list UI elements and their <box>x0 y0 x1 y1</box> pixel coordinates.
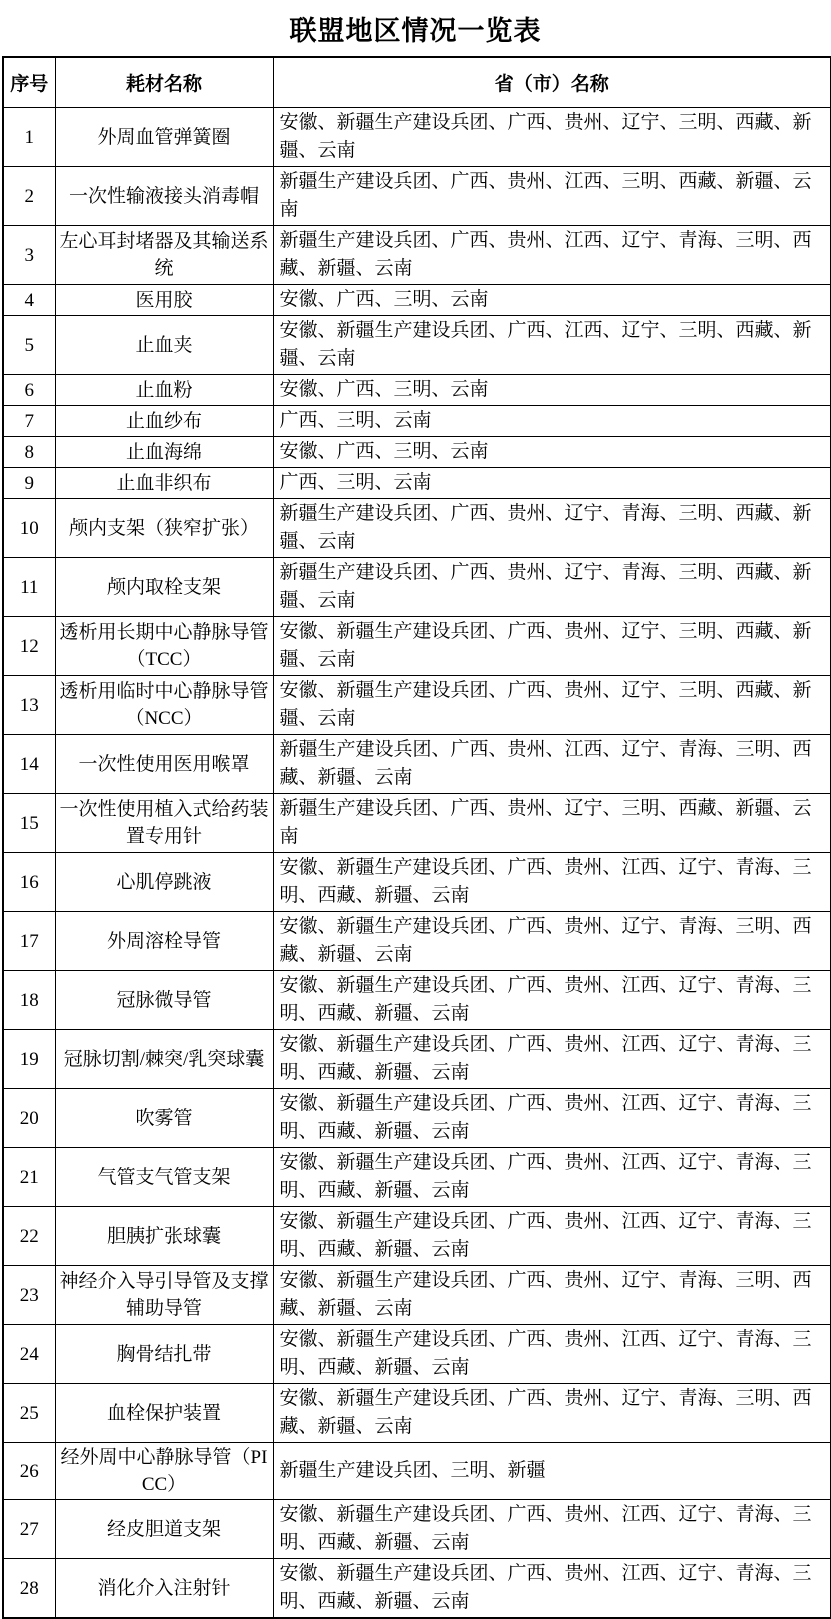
table-row <box>3 468 831 499</box>
header-province-name: 省（市）名称 <box>273 57 831 108</box>
row-serial-number: 19 <box>3 1030 55 1089</box>
row-province-list: 安徽、新疆生产建设兵团、广西、贵州、辽宁、青海、三明、西藏、新疆、云南 <box>273 1266 831 1325</box>
table-row <box>3 1030 831 1089</box>
row-consumable-name: 止血粉 <box>55 375 273 406</box>
row-consumable-name: 左心耳封堵器及其输送系统 <box>55 226 273 285</box>
row-province-list: 安徽、新疆生产建设兵团、广西、贵州、江西、辽宁、青海、三明、西藏、新疆、云南 <box>273 1089 831 1148</box>
row-consumable-name: 冠脉切割/棘突/乳突球囊 <box>55 1030 273 1089</box>
row-serial-number: 28 <box>3 1559 55 1619</box>
row-serial-number: 25 <box>3 1384 55 1443</box>
table-row <box>3 167 831 226</box>
row-province-list: 安徽、新疆生产建设兵团、广西、贵州、辽宁、青海、三明、西藏、新疆、云南 <box>273 912 831 971</box>
table-row <box>3 617 831 676</box>
table-row <box>3 1559 831 1619</box>
row-consumable-name: 经皮胆道支架 <box>55 1500 273 1559</box>
row-province-list: 安徽、广西、三明、云南 <box>273 437 831 468</box>
row-consumable-name: 一次性使用医用喉罩 <box>55 735 273 794</box>
row-serial-number: 3 <box>3 226 55 285</box>
row-consumable-name: 止血纱布 <box>55 406 273 437</box>
table-row <box>3 735 831 794</box>
row-consumable-name: 一次性使用植入式给药装置专用针 <box>55 794 273 853</box>
row-consumable-name: 胸骨结扎带 <box>55 1325 273 1384</box>
row-serial-number: 27 <box>3 1500 55 1559</box>
row-province-list: 安徽、广西、三明、云南 <box>273 375 831 406</box>
row-consumable-name: 吹雾管 <box>55 1089 273 1148</box>
table-row <box>3 499 831 558</box>
row-serial-number: 2 <box>3 167 55 226</box>
row-province-list: 安徽、新疆生产建设兵团、广西、贵州、江西、辽宁、青海、三明、西藏、新疆、云南 <box>273 853 831 912</box>
row-consumable-name: 止血海绵 <box>55 437 273 468</box>
table-row <box>3 437 831 468</box>
row-serial-number: 11 <box>3 558 55 617</box>
row-province-list: 安徽、广西、三明、云南 <box>273 285 831 316</box>
row-consumable-name: 血栓保护装置 <box>55 1384 273 1443</box>
alliance-region-table <box>2 56 831 1619</box>
table-row <box>3 971 831 1030</box>
row-province-list: 安徽、新疆生产建设兵团、广西、贵州、辽宁、三明、西藏、新疆、云南 <box>273 676 831 735</box>
row-province-list: 新疆生产建设兵团、广西、贵州、辽宁、三明、西藏、新疆、云南 <box>273 794 831 853</box>
table-row <box>3 226 831 285</box>
row-province-list: 广西、三明、云南 <box>273 468 831 499</box>
row-serial-number: 18 <box>3 971 55 1030</box>
row-serial-number: 6 <box>3 375 55 406</box>
row-consumable-name: 一次性输液接头消毒帽 <box>55 167 273 226</box>
row-consumable-name: 透析用临时中心静脉导管（NCC） <box>55 676 273 735</box>
row-province-list: 安徽、新疆生产建设兵团、广西、贵州、辽宁、三明、西藏、新疆、云南 <box>273 108 831 167</box>
row-province-list: 安徽、新疆生产建设兵团、广西、贵州、江西、辽宁、青海、三明、西藏、新疆、云南 <box>273 1559 831 1619</box>
row-serial-number: 8 <box>3 437 55 468</box>
row-consumable-name: 止血非织布 <box>55 468 273 499</box>
table-row <box>3 285 831 316</box>
row-serial-number: 23 <box>3 1266 55 1325</box>
row-serial-number: 1 <box>3 108 55 167</box>
row-serial-number: 7 <box>3 406 55 437</box>
table-row <box>3 1443 831 1500</box>
row-serial-number: 17 <box>3 912 55 971</box>
row-consumable-name: 颅内支架（狭窄扩张） <box>55 499 273 558</box>
row-consumable-name: 颅内取栓支架 <box>55 558 273 617</box>
table-row <box>3 375 831 406</box>
table-row <box>3 912 831 971</box>
row-serial-number: 10 <box>3 499 55 558</box>
row-province-list: 新疆生产建设兵团、广西、贵州、辽宁、青海、三明、西藏、新疆、云南 <box>273 499 831 558</box>
row-consumable-name: 止血夹 <box>55 316 273 375</box>
header-row <box>3 57 831 108</box>
row-consumable-name: 胆胰扩张球囊 <box>55 1207 273 1266</box>
row-serial-number: 13 <box>3 676 55 735</box>
row-consumable-name: 心肌停跳液 <box>55 853 273 912</box>
table-row <box>3 1089 831 1148</box>
table-row <box>3 794 831 853</box>
row-province-list: 新疆生产建设兵团、三明、新疆 <box>273 1443 831 1500</box>
header-consumable-name: 耗材名称 <box>55 57 273 108</box>
row-province-list: 安徽、新疆生产建设兵团、广西、贵州、江西、辽宁、青海、三明、西藏、新疆、云南 <box>273 971 831 1030</box>
table-body <box>3 108 831 1619</box>
row-province-list: 新疆生产建设兵团、广西、贵州、辽宁、青海、三明、西藏、新疆、云南 <box>273 558 831 617</box>
table-row <box>3 1207 831 1266</box>
row-province-list: 新疆生产建设兵团、广西、贵州、江西、三明、西藏、新疆、云南 <box>273 167 831 226</box>
row-serial-number: 15 <box>3 794 55 853</box>
header-serial-number: 序号 <box>3 57 55 108</box>
row-consumable-name: 神经介入导引导管及支撑辅助导管 <box>55 1266 273 1325</box>
row-province-list: 新疆生产建设兵团、广西、贵州、江西、辽宁、青海、三明、西藏、新疆、云南 <box>273 735 831 794</box>
row-serial-number: 16 <box>3 853 55 912</box>
row-consumable-name: 消化介入注射针 <box>55 1559 273 1619</box>
row-serial-number: 24 <box>3 1325 55 1384</box>
table-row <box>3 676 831 735</box>
page-title: 联盟地区情况一览表 <box>289 16 542 46</box>
row-province-list: 安徽、新疆生产建设兵团、广西、贵州、江西、辽宁、青海、三明、西藏、新疆、云南 <box>273 1325 831 1384</box>
table-row <box>3 1384 831 1443</box>
row-consumable-name: 经外周中心静脉导管（PICC） <box>55 1443 273 1500</box>
row-consumable-name: 外周血管弹簧圈 <box>55 108 273 167</box>
table-row <box>3 1266 831 1325</box>
table-row <box>3 1325 831 1384</box>
row-consumable-name: 透析用长期中心静脉导管（TCC） <box>55 617 273 676</box>
row-province-list: 安徽、新疆生产建设兵团、广西、贵州、江西、辽宁、青海、三明、西藏、新疆、云南 <box>273 1500 831 1559</box>
table-row <box>3 316 831 375</box>
row-consumable-name: 医用胶 <box>55 285 273 316</box>
row-consumable-name: 气管支气管支架 <box>55 1148 273 1207</box>
table-row <box>3 853 831 912</box>
row-consumable-name: 冠脉微导管 <box>55 971 273 1030</box>
row-serial-number: 20 <box>3 1089 55 1148</box>
row-serial-number: 21 <box>3 1148 55 1207</box>
row-province-list: 安徽、新疆生产建设兵团、广西、贵州、江西、辽宁、青海、三明、西藏、新疆、云南 <box>273 1207 831 1266</box>
table-row <box>3 1500 831 1559</box>
row-serial-number: 4 <box>3 285 55 316</box>
row-consumable-name: 外周溶栓导管 <box>55 912 273 971</box>
row-serial-number: 22 <box>3 1207 55 1266</box>
row-serial-number: 14 <box>3 735 55 794</box>
row-province-list: 安徽、新疆生产建设兵团、广西、江西、辽宁、三明、西藏、新疆、云南 <box>273 316 831 375</box>
table-row <box>3 558 831 617</box>
row-serial-number: 5 <box>3 316 55 375</box>
row-serial-number: 26 <box>3 1443 55 1500</box>
row-province-list: 安徽、新疆生产建设兵团、广西、贵州、江西、辽宁、青海、三明、西藏、新疆、云南 <box>273 1148 831 1207</box>
row-province-list: 安徽、新疆生产建设兵团、广西、贵州、辽宁、三明、西藏、新疆、云南 <box>273 617 831 676</box>
row-province-list: 新疆生产建设兵团、广西、贵州、江西、辽宁、青海、三明、西藏、新疆、云南 <box>273 226 831 285</box>
row-serial-number: 9 <box>3 468 55 499</box>
table-row <box>3 108 831 167</box>
table-row <box>3 406 831 437</box>
row-serial-number: 12 <box>3 617 55 676</box>
row-province-list: 广西、三明、云南 <box>273 406 831 437</box>
row-province-list: 安徽、新疆生产建设兵团、广西、贵州、辽宁、青海、三明、西藏、新疆、云南 <box>273 1384 831 1443</box>
table-row <box>3 1148 831 1207</box>
row-province-list: 安徽、新疆生产建设兵团、广西、贵州、江西、辽宁、青海、三明、西藏、新疆、云南 <box>273 1030 831 1089</box>
